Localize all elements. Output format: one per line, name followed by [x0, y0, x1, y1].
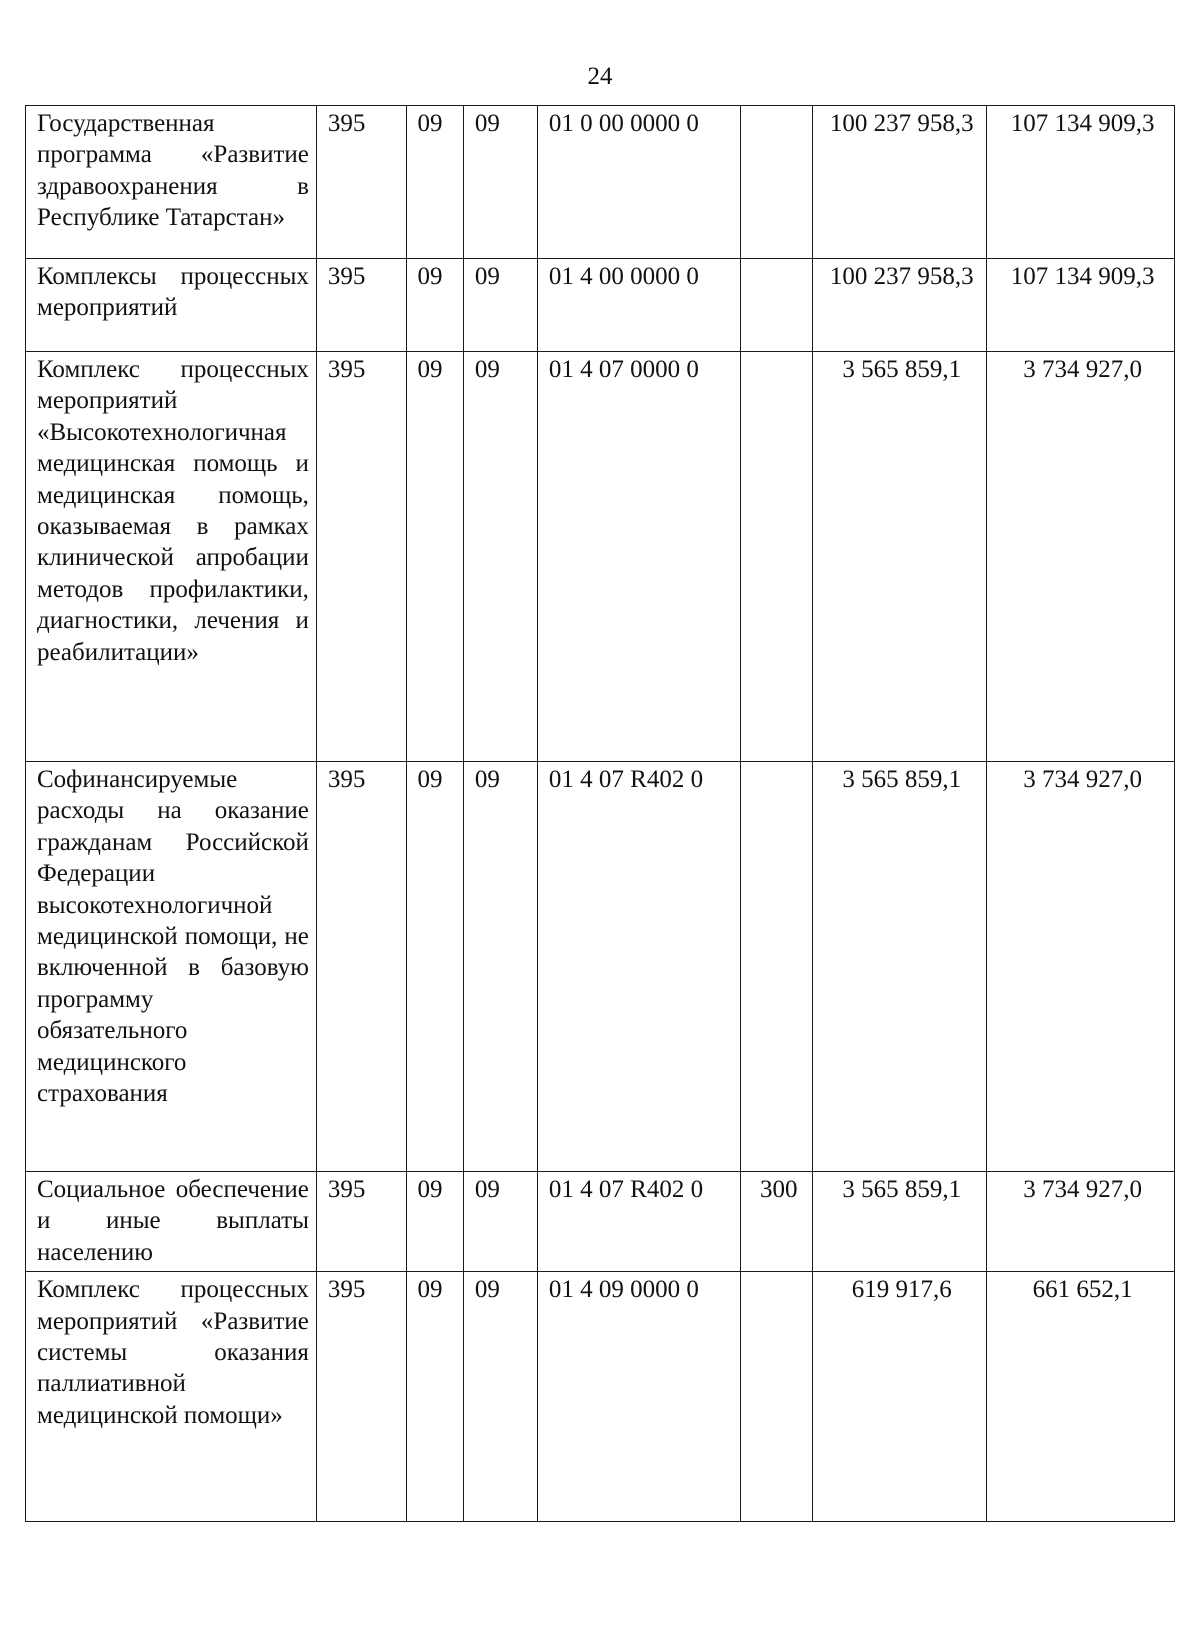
amount-year-2: 3 734 927,0 [987, 352, 1175, 762]
amount-year-1: 3 565 859,1 [813, 1172, 987, 1272]
expense-type-code [741, 762, 813, 1172]
expense-type-code [741, 106, 813, 259]
target-article-code: 01 4 09 0000 0 [537, 1272, 740, 1522]
expense-type-code: 300 [741, 1172, 813, 1272]
row-name: Софинансируемые расходы на оказание гражданам Российской Федерации высокотехнологичной медицинской помощи, не включенной в базовую программу обязательного медицинского страхования [26, 762, 317, 1172]
target-article-code: 01 4 07 R402 0 [537, 1172, 740, 1272]
amount-year-1: 100 237 958,3 [813, 106, 987, 259]
subsection-code: 09 [463, 1172, 537, 1272]
amount-year-2: 107 134 909,3 [987, 259, 1175, 352]
section-code: 09 [406, 106, 463, 259]
ministry-code: 395 [316, 762, 406, 1172]
ministry-code: 395 [316, 1172, 406, 1272]
section-code: 09 [406, 1272, 463, 1522]
subsection-code: 09 [463, 259, 537, 352]
ministry-code: 395 [316, 259, 406, 352]
table-row [26, 1272, 1175, 1522]
target-article-code: 01 0 00 0000 0 [537, 106, 740, 259]
subsection-code: 09 [463, 106, 537, 259]
ministry-code: 395 [316, 1272, 406, 1522]
table-row [26, 352, 1175, 762]
target-article-code: 01 4 07 R402 0 [537, 762, 740, 1172]
subsection-code: 09 [463, 1272, 537, 1522]
row-name: Государственная программа «Развитие здравоохранения в Республике Татарстан» [26, 106, 317, 259]
table-row [26, 1172, 1175, 1272]
amount-year-1: 3 565 859,1 [813, 352, 987, 762]
row-name: Комплекс процессных мероприятий «Высокотехнологичная медицинская помощь и медицинская помощь, оказываемая в рамках клинической апробации методов профилактики, диагностики, лечения и реабилитации» [26, 352, 317, 762]
section-code: 09 [406, 762, 463, 1172]
table-row [26, 259, 1175, 352]
expense-type-code [741, 1272, 813, 1522]
row-name: Комплексы процессных мероприятий [26, 259, 317, 352]
page-number: 24 [587, 63, 613, 90]
amount-year-2: 3 734 927,0 [987, 762, 1175, 1172]
table-row [26, 762, 1175, 1172]
target-article-code: 01 4 00 0000 0 [537, 259, 740, 352]
row-name: Комплекс процессных мероприятий «Развитие системы оказания паллиативной медицинской помощи» [26, 1272, 317, 1522]
table-row [26, 106, 1175, 259]
amount-year-1: 100 237 958,3 [813, 259, 987, 352]
amount-year-1: 3 565 859,1 [813, 762, 987, 1172]
amount-year-2: 107 134 909,3 [987, 106, 1175, 259]
expense-type-code [741, 259, 813, 352]
amount-year-2: 661 652,1 [987, 1272, 1175, 1522]
budget-table [25, 105, 1175, 1522]
ministry-code: 395 [316, 352, 406, 762]
target-article-code: 01 4 07 0000 0 [537, 352, 740, 762]
expense-type-code [741, 352, 813, 762]
subsection-code: 09 [463, 352, 537, 762]
amount-year-2: 3 734 927,0 [987, 1172, 1175, 1272]
row-name: Социальное обеспечение и иные выплаты населению [26, 1172, 317, 1272]
subsection-code: 09 [463, 762, 537, 1172]
section-code: 09 [406, 1172, 463, 1272]
amount-year-1: 619 917,6 [813, 1272, 987, 1522]
section-code: 09 [406, 259, 463, 352]
ministry-code: 395 [316, 106, 406, 259]
section-code: 09 [406, 352, 463, 762]
